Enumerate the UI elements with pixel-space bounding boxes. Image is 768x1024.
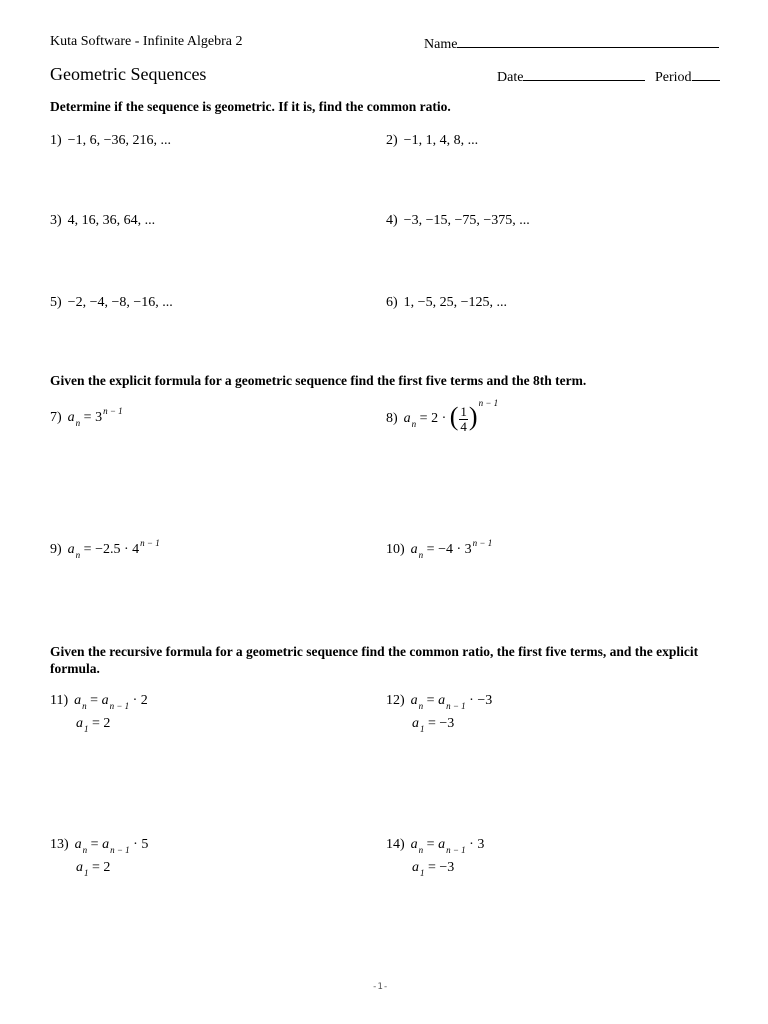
problem-12-initial: $a_1 = -3$ [412,716,455,734]
publisher-line: Kuta Software - Infinite Algebra 2 [50,34,243,49]
problem-4: 4) −3, −15, −75, −375, ... [386,213,530,228]
problem-12: 12) $a_n = a_{n - 1} \cdot -3$ [386,693,493,711]
section1-instruction: Determine if the sequence is geometric. If it is, find the common ratio. [50,99,451,114]
problem-1: 1) −1, 6, −36, 216, ... [50,133,171,148]
problem-14-initial: $a_1 = -3$ [412,860,455,878]
problem-9: 9) $a_n = -2.5 \cdot 4^{n - 1}$ [50,538,160,560]
problem-6: 6) 1, −5, 25, −125, ... [386,295,507,310]
problem-14: 14) $a_n = a_{n - 1} \cdot 3$ [386,837,485,855]
name-field[interactable] [424,34,719,53]
problem-5: 5) −2, −4, −8, −16, ... [50,295,173,310]
problem-7: 7) $a_n = 3^{n - 1}$ [50,406,123,428]
date-period-fields [497,67,720,86]
worksheet-title: Geometric Sequences [50,64,207,84]
date-label: Date [497,70,524,85]
problem-13: 13) $a_n = a_{n - 1} \cdot 5$ [50,837,149,855]
fraction-one-fourth: $\frac{1}{4}$ [460,403,467,434]
name-blank[interactable] [457,34,719,48]
date-blank[interactable] [523,67,645,81]
problem-3: 3) 4, 16, 36, 64, ... [50,213,156,228]
name-label: Name [424,37,458,52]
problem-11: 11) $a_n = a_{n - 1} \cdot 2$ [50,693,148,711]
section3-instruction: Given the recursive formula for a geometric sequence find the common ratio, the first five terms, and the explicit formula. [50,644,699,676]
problem-8: 8) $a_n = 2$ · ( $\frac{1}{4}$ )$^{n - 1}$ [386,398,499,434]
problem-11-initial: $a_1 = 2$ [76,716,111,734]
period-label: Period [654,70,692,85]
problem-13-initial: $a_1 = 2$ [76,860,111,878]
section2-instruction: Given the explicit formula for a geometric sequence find the first five terms and the 8th term. [50,373,587,388]
period-blank[interactable] [692,67,720,81]
problem-10: 10) $a_n = -4 \cdot 3^{n - 1}$ [386,538,493,560]
page-number: -1- [372,982,389,992]
problem-2: 2) −1, 1, 4, 8, ... [386,133,479,148]
